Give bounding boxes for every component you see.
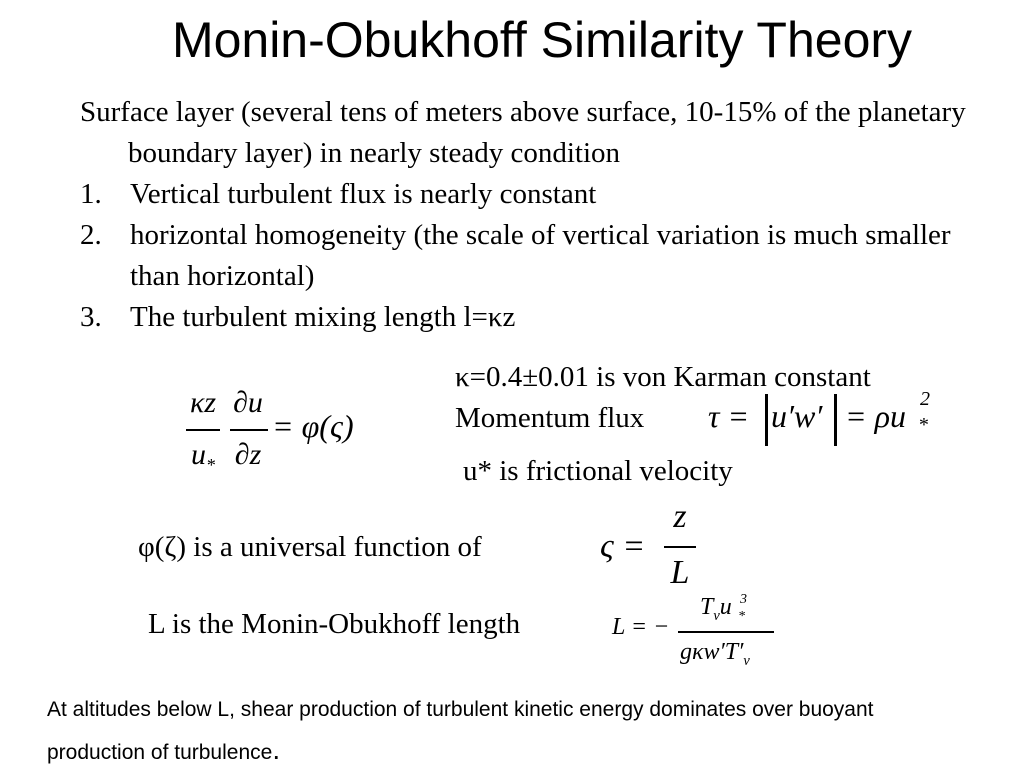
eq1-num2: ∂u (233, 386, 263, 419)
footer-note: At altitudes below L, shear production of turbulent kinetic energy dominates over buoyant production of turbulence. (47, 698, 874, 765)
eq1-fraction-bar-2 (230, 429, 268, 431)
eq4-num-sup: 3 (740, 592, 747, 607)
eq2-lhs: τ = (708, 398, 750, 434)
list-item-3 (80, 297, 960, 338)
list-text: horizontal homogeneity (the scale of vertical variation is much smaller than horizontal) (130, 219, 951, 292)
list-text: The turbulent mixing length l=κz (130, 301, 516, 333)
eq1-fraction-bar-1 (186, 429, 220, 431)
eq2-sup: 2 (920, 388, 930, 410)
friction-velocity-text: u* is frictional velocity (463, 455, 733, 487)
eq1-rhs: = φ(ς) (272, 408, 354, 444)
momentum-flux-label: Momentum flux (455, 402, 645, 434)
eq1-num1: κz (189, 386, 217, 419)
list-item-2 (80, 215, 960, 297)
eq1-den1: $u_*$ (191, 438, 215, 475)
eq1-den2: ∂z (234, 438, 262, 471)
karman-constant-text: κ=0.4±0.01 is von Karman constant (455, 361, 871, 393)
eq3-fraction-bar (664, 546, 696, 548)
list-number: 3. (80, 301, 102, 333)
list-item-1 (80, 174, 960, 215)
length-definition-text: L is the Monin-Obukhoff length (148, 608, 521, 640)
eq3-num: z (673, 498, 687, 535)
list-number: 2. (80, 219, 102, 251)
eq4-fraction-bar (678, 631, 774, 633)
universal-function-text: φ(ζ) is a universal function of (138, 531, 482, 563)
eq4-lhs: L = − (612, 614, 670, 640)
eq2-sub: * (918, 414, 928, 436)
list-number: 1. (80, 178, 102, 210)
list-text: Vertical turbulent flux is nearly constant (130, 178, 597, 210)
eq4-num-sub: * (738, 609, 745, 624)
eq4-num: $T_vu$ (700, 594, 732, 624)
eq3-lhs: ς = (600, 528, 646, 565)
eq3-den: L (670, 554, 690, 591)
eq4-den: $g\kappa w'T'_v$ (680, 639, 750, 669)
intro-paragraph: Surface layer (several tens of meters above surface, 10-15% of the planetary boundary layer) in nearly steady condition (80, 96, 966, 169)
eq2-inner: u′w′ (771, 398, 823, 434)
eq2-abs-right (834, 394, 837, 446)
slide-title: Monin-Obukhoff Similarity Theory (171, 12, 913, 68)
eq2-rhs: = ρu (845, 398, 906, 434)
eq2-abs-left (765, 394, 768, 446)
